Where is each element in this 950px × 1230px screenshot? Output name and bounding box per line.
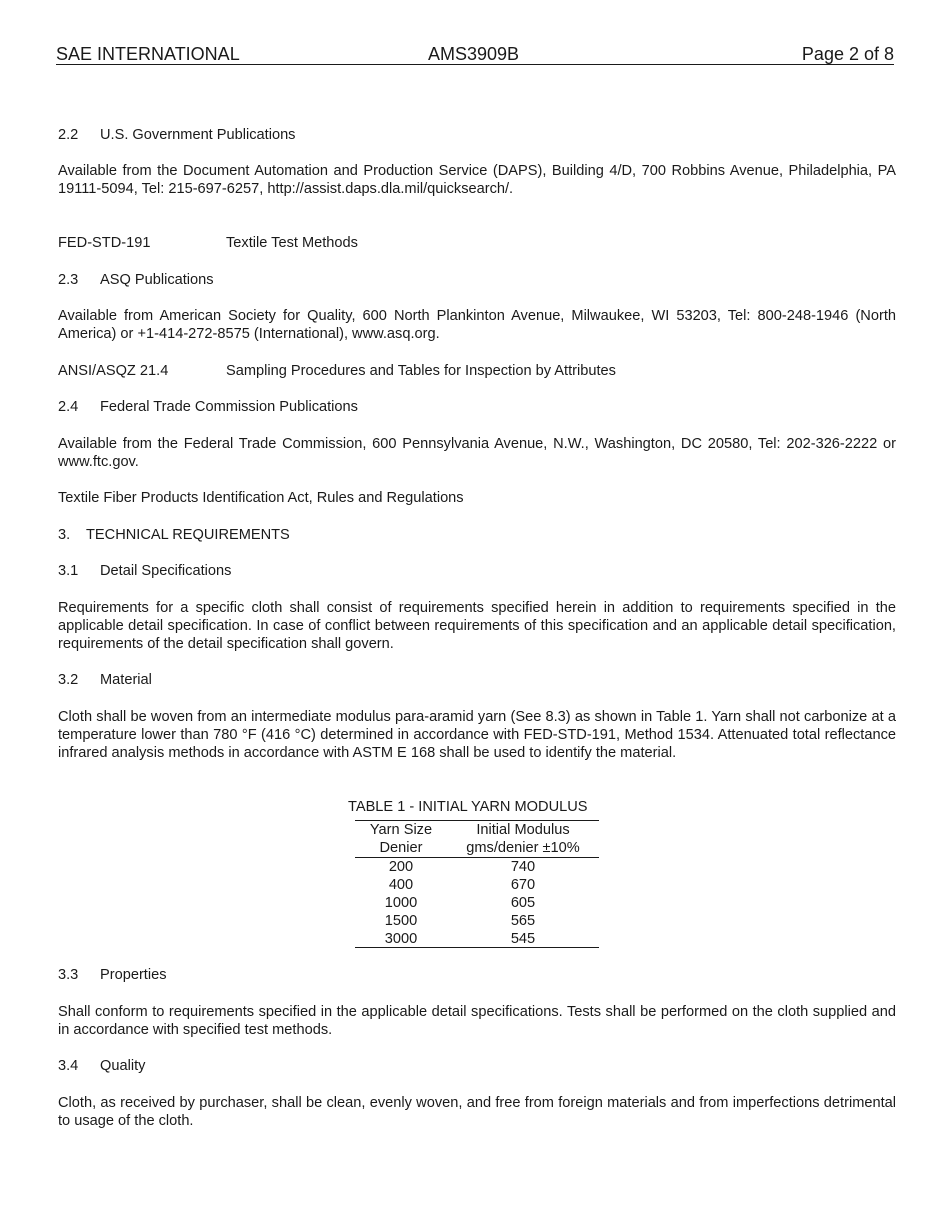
section-3-1-heading [58,562,896,580]
section-title: ASQ Publications [100,272,214,288]
reference-title: Textile Test Methods [226,235,358,251]
table-header-denier: Denier [379,840,423,856]
page-header [56,44,894,65]
section-3-2-heading [58,671,896,689]
section-title: Properties [100,967,167,983]
table-bottom-rule [355,947,599,948]
table-header-gms-denier: gms/denier ±10% [466,840,580,856]
table-cell-modulus: 565 [510,913,536,929]
section-3-4-paragraph: Cloth, as received by purchaser, shall be clean, evenly woven, and free from foreign materials and from imperfections detrimental to usage of the cloth. [58,1095,896,1129]
section-2-2-paragraph: Available from the Document Automation and Production Service (DAPS), Building 4/D, 700 Robbins Avenue, Philadelphia, PA 19111-5094, Tel: 215-697-6257, http://assist.daps.dla.mil/quicksearch/. [58,163,896,197]
section-3-1-paragraph: Requirements for a specific cloth shall consist of requirements specified herein in addition to requirements specified in the applicable detail specification. In case of conflict between requirements of this specification and an applicable detail specification, requirements of the detail specification shall govern. [58,600,896,652]
table-cell-denier: 400 [388,877,414,893]
table-cell-modulus: 740 [510,859,536,875]
section-3-3-heading [58,966,896,984]
section-number: 3.1 [58,563,79,579]
reference-code: FED-STD-191 [58,235,151,251]
table-header-initial-modulus: Initial Modulus [476,822,570,838]
section-title: Federal Trade Commission Publications [100,399,358,415]
table-cell-denier: 1500 [384,913,418,929]
section-number: 2.4 [58,399,79,415]
reference-code: ANSI/ASQZ 21.4 [58,363,169,379]
header-document-number: AMS3909B [428,44,520,64]
section-title: Material [100,672,152,688]
reference-ansi-asqz [58,362,896,380]
table-cell-denier: 200 [388,859,414,875]
section-title: TECHNICAL REQUIREMENTS [86,527,290,543]
section-3-heading [58,526,896,544]
section-number: 3.4 [58,1058,79,1074]
section-number: 3.3 [58,967,79,983]
section-number: 3.2 [58,672,79,688]
section-title: Quality [100,1058,146,1074]
section-2-3-heading [58,271,896,289]
table-header-yarn-size: Yarn Size [369,822,433,838]
section-2-4-paragraph: Available from the Federal Trade Commission, 600 Pennsylvania Avenue, N.W., Washington, DC 20580, Tel: 202-326-2222 or www.ftc.gov. [58,436,896,470]
table-cell-modulus: 670 [510,877,536,893]
section-title: Detail Specifications [100,563,232,579]
table-cell-denier: 3000 [384,931,418,947]
header-organization: SAE INTERNATIONAL [56,44,240,64]
table-1-title: TABLE 1 - INITIAL YARN MODULUS [348,799,588,815]
section-2-3-paragraph: Available from American Society for Quality, 600 North Plankinton Avenue, Milwaukee, WI 53203, Tel: 800-248-1946 (North America) or +1-414-272-8575 (International), www.asq.org. [58,308,896,342]
section-3-3-paragraph: Shall conform to requirements specified in the applicable detail specifications. Tests shall be performed on the cloth supplied and in accordance with specified test methods. [58,1004,896,1038]
section-number: 2.2 [58,127,79,143]
section-2-4-heading [58,398,896,416]
header-page-number: Page 2 of 8 [801,44,894,64]
section-title: U.S. Government Publications [100,127,296,143]
reference-title: Sampling Procedures and Tables for Inspection by Attributes [226,363,616,379]
section-number: 2.3 [58,272,79,288]
section-3-2-paragraph: Cloth shall be woven from an intermediate modulus para-aramid yarn (See 8.3) as shown in Table 1. Yarn shall not carbonize at a temperature lower than 780 °F (416 °C) determined in accordance with FED-STD-191, Method 1534. Attenuated total reflectance infrared analysis methods in accordance with ASTM E 168 shall be used to identify the material. [58,709,896,761]
table-cell-modulus: 545 [510,931,536,947]
table-cell-modulus: 605 [510,895,536,911]
reference-textile-fiber-act: Textile Fiber Products Identification Act, Rules and Regulations [58,490,464,506]
table-cell-denier: 1000 [384,895,418,911]
section-2-2-heading [58,126,896,144]
section-3-4-heading [58,1057,896,1075]
section-number: 3. [58,527,71,543]
reference-fed-std-191 [58,234,896,252]
